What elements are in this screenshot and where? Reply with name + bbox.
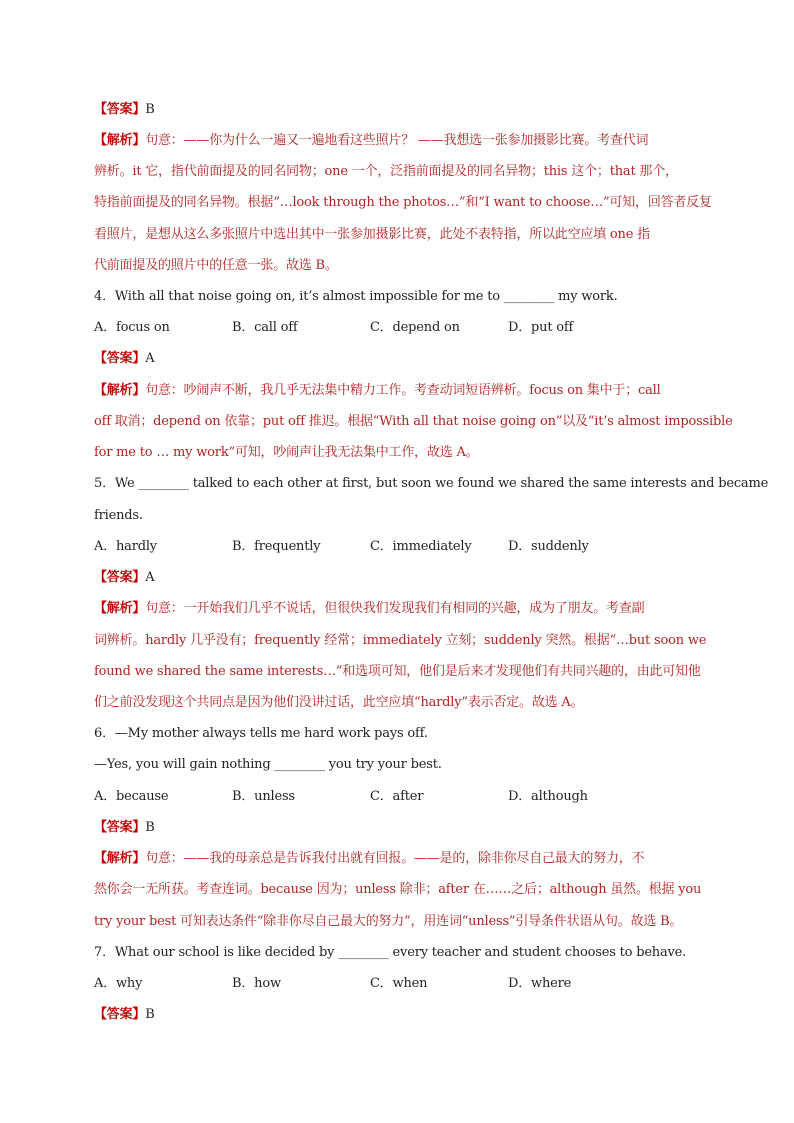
analysis-label: 【解析】 — [94, 383, 146, 398]
q5-analysis-line: 【解析】句意：一开始我们几乎不说话，但很快我们发现我们有相同的兴趣，成为了朋友。考查副 — [94, 601, 645, 616]
option-a: A．focus on — [94, 320, 170, 335]
answer-label: 【答案】 — [94, 1007, 146, 1022]
q5-stem: 5．We ________ talked to each other at first, but soon we found we shared the same interests and became — [94, 476, 769, 491]
q7-stem: 7．What our school is like decided by ________ every teacher and student chooses to behave. — [94, 945, 687, 960]
option-a: A．because — [94, 789, 169, 804]
answer-value: A — [145, 570, 155, 585]
option-c: C．after — [370, 789, 424, 804]
q4-analysis-line: 【解析】句意：吵闹声不断，我几乎无法集中精力工作。考查动词短语辨析。focus on 集中于；call — [94, 383, 661, 398]
option-b: B．call off — [232, 320, 298, 335]
q3-answer — [94, 101, 704, 119]
q7-answer — [94, 1006, 704, 1024]
answer-value: B — [145, 820, 155, 835]
option-a: A．why — [94, 976, 143, 991]
analysis-label: 【解析】 — [94, 133, 146, 148]
option-c: C．immediately — [370, 539, 472, 554]
answer-value: A — [145, 351, 155, 366]
answer-label: 【答案】 — [94, 102, 146, 117]
q6-analysis-line: try your best 可知表达条件“除非你尽自己最大的努力”，用连词“unless”引导条件状语从句。故选 B。 — [94, 914, 683, 929]
answer-label: 【答案】 — [94, 351, 146, 366]
answer-value: B — [145, 1007, 155, 1022]
analysis-label: 【解析】 — [94, 601, 146, 616]
q4-analysis-line: for me to … my work”可知，吵闹声让我无法集中工作，故选 A。 — [94, 445, 479, 460]
answer-value: B — [145, 102, 155, 117]
q5-stem: friends. — [94, 508, 143, 523]
q3-analysis-line: 【解析】句意：——你为什么一遍又一遍地看这些照片？ ——我想选一张参加摄影比赛。考查代词 — [94, 133, 649, 148]
option-d: D．where — [508, 976, 572, 991]
q4-answer — [94, 350, 704, 368]
q5-analysis-line: 们之前没发现这个共同点是因为他们没讲过话，此空应填“hardly”表示否定。故选 A。 — [94, 695, 584, 710]
q3-analysis-line: 辨析。it 它，指代前面提及的同名同物；one 一个，泛指前面提及的同名异物；this 这个；that 那个， — [94, 164, 678, 179]
q5-analysis-line: 词辨析。hardly 几乎没有；frequently 经常；immediately 立刻；suddenly 突然。根据“…but soon we — [94, 633, 707, 648]
q4-analysis-line: off 取消；depend on 依靠；put off 推迟。根据“With all that noise going on”以及“it’s almost impossible — [94, 414, 733, 429]
q6-stem: 6．—My mother always tells me hard work pays off. — [94, 726, 428, 741]
q4-stem: 4．With all that noise going on, it’s almost impossible for me to ________ my work. — [94, 289, 618, 304]
option-c: C．depend on — [370, 320, 460, 335]
option-a: A．hardly — [94, 539, 157, 554]
q3-analysis-line: 代前面提及的照片中的任意一张。故选 B。 — [94, 258, 338, 273]
q3-analysis-line: 特指前面提及的同名异物。根据“…look through the photos…”和“I want to choose…”可知，回答者反复 — [94, 195, 712, 210]
q6-analysis-line: 【解析】句意：——我的母亲总是告诉我付出就有回报。——是的，除非你尽自己最大的努力，不 — [94, 851, 645, 866]
option-b: B．how — [232, 976, 281, 991]
option-d: D．although — [508, 789, 588, 804]
option-d: D．suddenly — [508, 539, 589, 554]
option-b: B．unless — [232, 789, 295, 804]
answer-label: 【答案】 — [94, 570, 146, 585]
q3-analysis-line: 看照片，是想从这么多张照片中选出其中一张参加摄影比赛，此处不表特指，所以此空应填 one 指 — [94, 227, 650, 242]
q5-analysis-line: found we shared the same interests…”和选项可知，他们是后来才发现他们有共同兴趣的，由此可知他 — [94, 664, 701, 679]
q6-analysis-line: 然你会一无所获。考查连词。because 因为；unless 除非；after 在……之后；although 虽然。根据 you — [94, 882, 702, 897]
q6-answer — [94, 819, 704, 837]
analysis-label: 【解析】 — [94, 851, 146, 866]
option-b: B．frequently — [232, 539, 321, 554]
option-c: C．when — [370, 976, 428, 991]
answer-label: 【答案】 — [94, 820, 146, 835]
option-d: D．put off — [508, 320, 574, 335]
q6-stem: —Yes, you will gain nothing ________ you try your best. — [94, 757, 442, 772]
q5-answer — [94, 569, 704, 587]
